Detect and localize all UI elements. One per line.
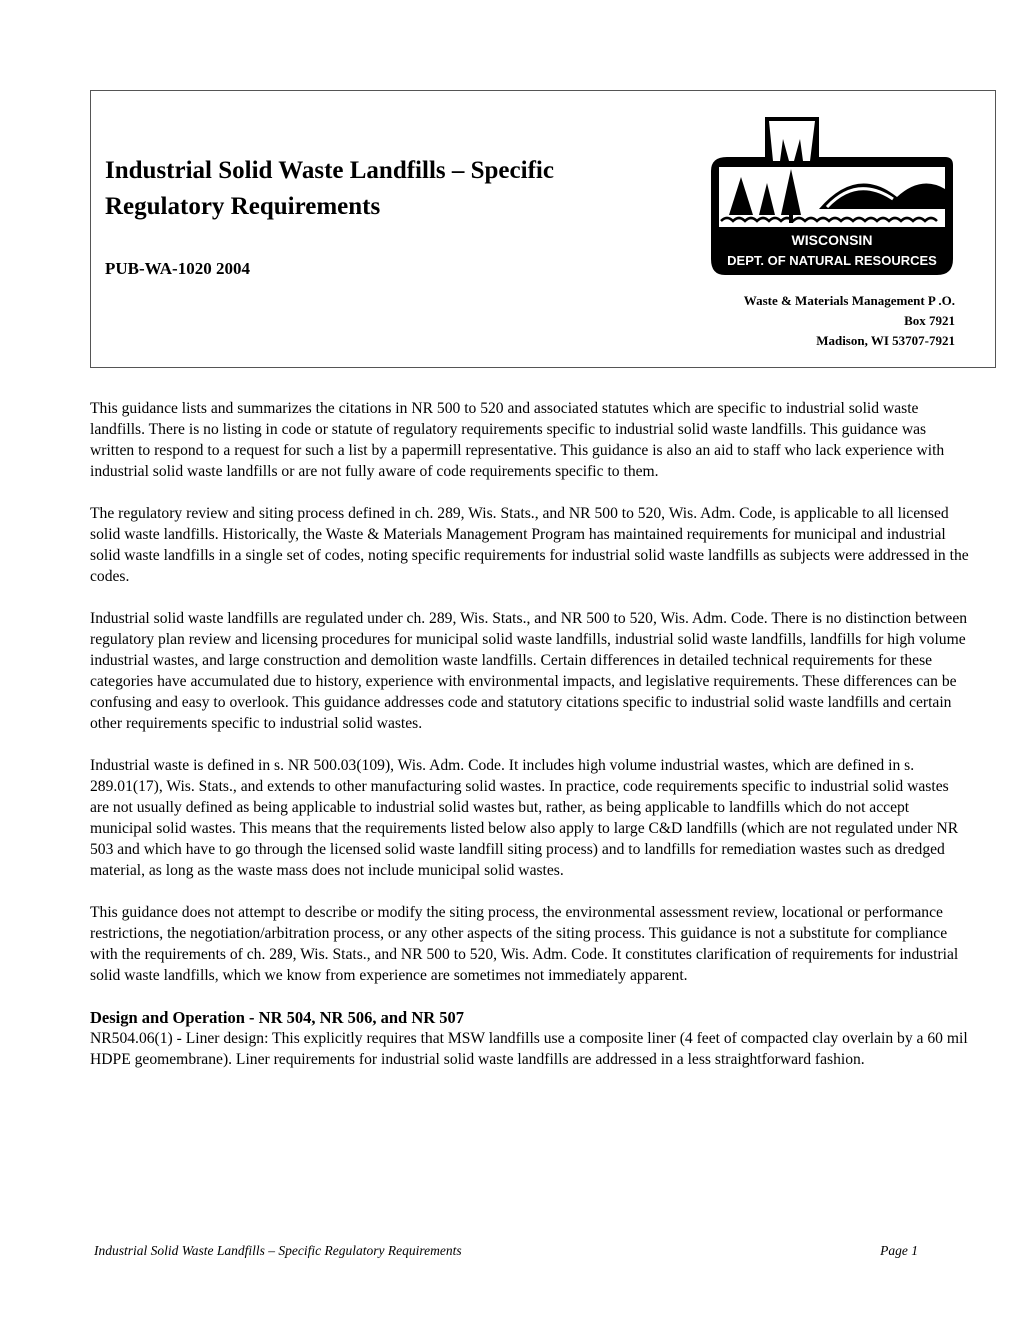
- paragraph-5: This guidance does not attempt to describe or modify the siting process, the environmental assessment review, locational or performance restrictions, the negotiation/arbitration process, or any other aspects of the siting process. This guidance is not a substitute for compliance with the requirements of ch. 289, Wis. Stats., and NR 500 to 520, Wis. Adm. Code. It constitutes clarification of requirements for industrial solid waste landfills, which we know from experience are sometimes not immediately apparent.: [90, 904, 959, 984]
- paragraph-3: Industrial solid waste landfills are regulated under ch. 289, Wis. Stats., and NR 500 to 520, Wis. Adm. Code. There is no distinction between regulatory plan review and licensing procedures for municipal solid waste landfills, industrial solid waste landfills, landfills for high volume industrial wastes, and large construction and demolition waste landfills. Certain differences in detailed technical requirements for these categories have accumulated due to history, experience with environmental impacts, and legislative requirements. These differences can be confusing and easy to overlook. This guidance addresses code and statutory citations specific to industrial solid waste landfills and certain other requirements specific to industrial solid wastes.: [90, 610, 968, 732]
- section-paragraph: NR504.06(1) - Liner design: This explicitly requires that MSW landfills use a composite liner (4 feet of compacted clay overlain by a 60 mil HDPE geomembrane). Liner requirements for industrial solid waste landfills are addressed in a less straightforward fashion.: [90, 1030, 968, 1068]
- paragraph-4: Industrial waste is defined in s. NR 500.03(109), Wis. Adm. Code. It includes high volume industrial wastes, which are defined in s. 289.01(17), Wis. Stats., and extends to other manufacturing solid wastes. In practice, code requirements specific to industrial solid wastes are not usually defined as being applicable to industrial solid wastes but, rather, as being applicable to landfills which do not accept municipal solid wastes. This means that the requirements listed below also apply to large C&D landfills (which are not regulated under NR 503 and which have to go through the licensed solid waste landfill siting process) and to landfills for remediation wastes such as dredged material, as long as the waste mass does not include municipal solid wastes.: [90, 757, 959, 879]
- paragraph-2: The regulatory review and siting process defined in ch. 289, Wis. Stats., and NR 500 to 520, Wis. Adm. Code, is applicable to all licensed solid waste landfills. Historically, the Waste & Materials Management Program has maintained requirements for municipal and industrial solid waste landfills in a single set of codes, noting specific requirements for industrial solid waste landfills as subjects were addressed in the codes.: [90, 505, 969, 585]
- address-block: [635, 291, 955, 351]
- logo-text-line-2: DEPT. OF NATURAL RESOURCES: [727, 253, 937, 268]
- page-number: Page 1: [880, 1243, 918, 1258]
- wisconsin-dnr-logo: [707, 109, 957, 279]
- paragraph-1: This guidance lists and summarizes the citations in NR 500 to 520 and associated statutes which are specific to industrial solid waste landfills. There is no listing in code or statute of regulatory requirements specific to industrial solid waste landfills. This guidance was written to respond to a request for such a list by a papermill representative. This guidance is also an aid to staff who lack experience with industrial solid waste landfills or are not fully aware of code requirements specific to them.: [90, 400, 945, 480]
- logo-text-line-1: WISCONSIN: [791, 232, 873, 248]
- document-body: [90, 398, 970, 1091]
- title-line-2: Regulatory Requirements: [105, 193, 381, 220]
- address-line-1: Waste & Materials Management P .O.: [743, 293, 955, 308]
- section-heading: Design and Operation - NR 504, NR 506, and NR 507: [90, 1008, 465, 1027]
- publication-code: PUB-WA-1020 2004: [105, 259, 250, 278]
- page-footer: [94, 1243, 918, 1259]
- address-line-2: Box 7921: [904, 313, 955, 328]
- header-box: [90, 90, 996, 368]
- title-line-1: Industrial Solid Waste Landfills – Specific: [105, 157, 554, 184]
- document-title: [105, 153, 685, 225]
- address-line-3: Madison, WI 53707-7921: [816, 333, 955, 348]
- footer-title: Industrial Solid Waste Landfills – Specific Regulatory Requirements: [94, 1243, 462, 1258]
